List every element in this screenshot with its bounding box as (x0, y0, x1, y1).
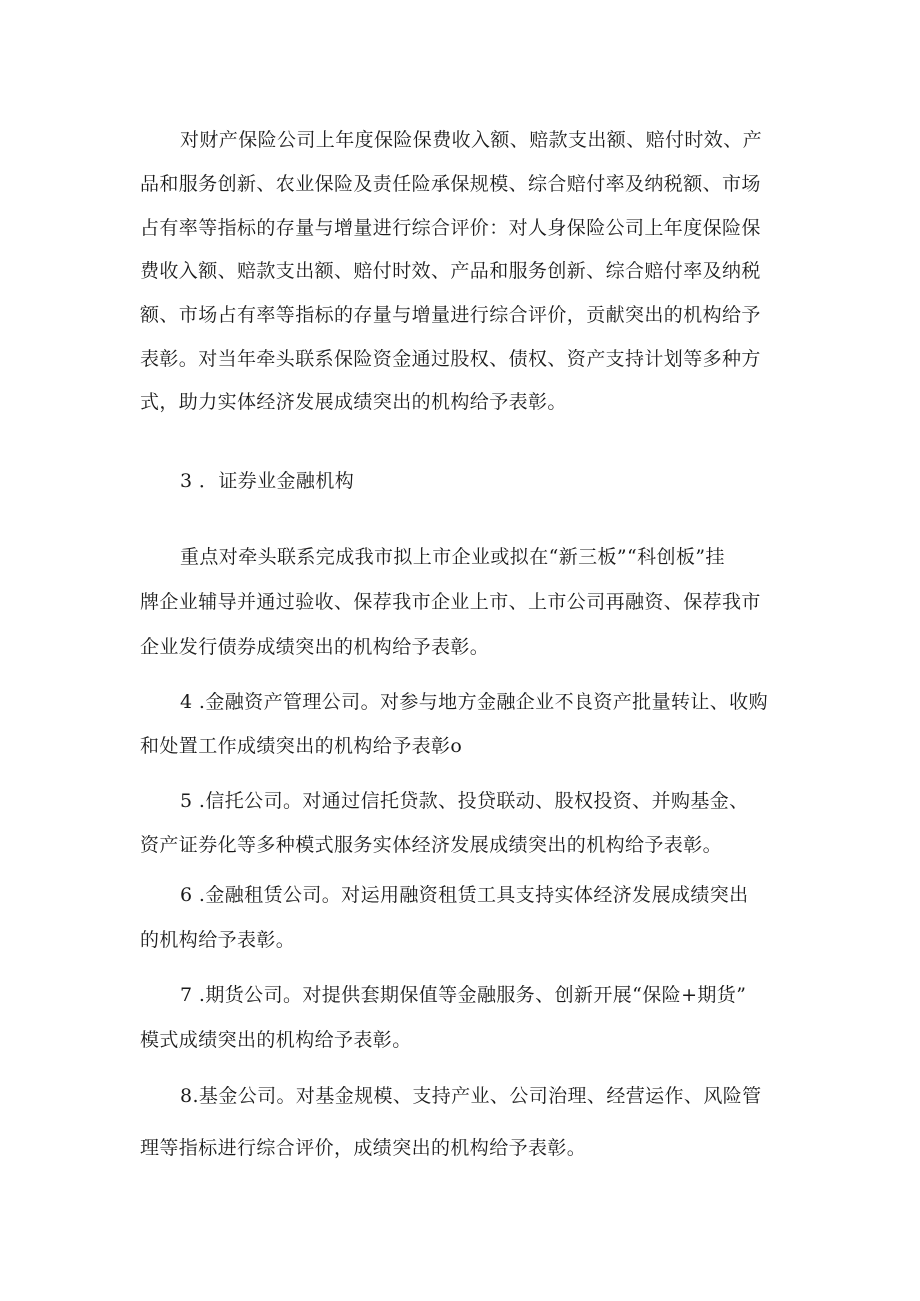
paragraph-line: 额、市场占有率等指标的存量与增量进行综合评价，贡献突出的机构给予 (140, 304, 761, 326)
paragraph-line: 占有率等指标的存量与增量进行综合评价：对人身保险公司上年度保险保 (140, 217, 761, 239)
paragraph-line: 企业发行债券成绩突出的机构给予表彰。 (140, 636, 490, 658)
list-item-line: 6 .金融租赁公司。对运用融资租赁工具支持实体经济发展成绩突出 (180, 884, 749, 906)
paragraph-line: 式，助力实体经济发展成绩突出的机构给予表彰。 (140, 391, 567, 413)
list-item-line: 的机构给予表彰。 (140, 929, 296, 951)
paragraph-line: 牌企业辅导并通过验收、保荐我市企业上市、上市公司再融资、保荐我市 (140, 591, 761, 613)
paragraph-line: 表彰。对当年牵头联系保险资金通过股权、债权、资产支持计划等多种方 (140, 348, 761, 370)
list-item-line: 8.基金公司。对基金规模、支持产业、公司治理、经营运作、风险管 (180, 1085, 762, 1107)
section-heading: 3 ．证券业金融机构 (180, 470, 355, 492)
list-item-line: 和处置工作成绩突出的机构给予表彰o (140, 735, 463, 757)
list-item-line: 理等指标进行综合评价，成绩突出的机构给予表彰。 (140, 1137, 587, 1159)
paragraph-line: 重点对牵头联系完成我市拟上市企业或拟在“新三板”“科创板”挂 (180, 546, 725, 568)
paragraph-line: 对财产保险公司上年度保险保费收入额、赔款支出额、赔付时效、产 (180, 129, 763, 151)
list-item-line: 资产证券化等多种模式服务实体经济发展成绩突出的机构给予表彰。 (140, 834, 723, 856)
list-item-line: 7 .期货公司。对提供套期保值等金融服务、创新开展“保险+期货” (180, 984, 747, 1006)
paragraph-line: 费收入额、赔款支出额、赔付时效、产品和服务创新、综合赔付率及纳税 (140, 260, 761, 282)
paragraph-line: 品和服务创新、农业保险及责任险承保规模、综合赔付率及纳税额、市场 (140, 173, 761, 195)
list-item-line: 4 .金融资产管理公司。对参与地方金融企业不良资产批量转让、收购 (180, 691, 768, 713)
list-item-line: 5 .信托公司。对通过信托贷款、投贷联动、股权投资、并购基金、 (180, 790, 749, 812)
list-item-line: 模式成绩突出的机构给予表彰。 (140, 1029, 412, 1051)
